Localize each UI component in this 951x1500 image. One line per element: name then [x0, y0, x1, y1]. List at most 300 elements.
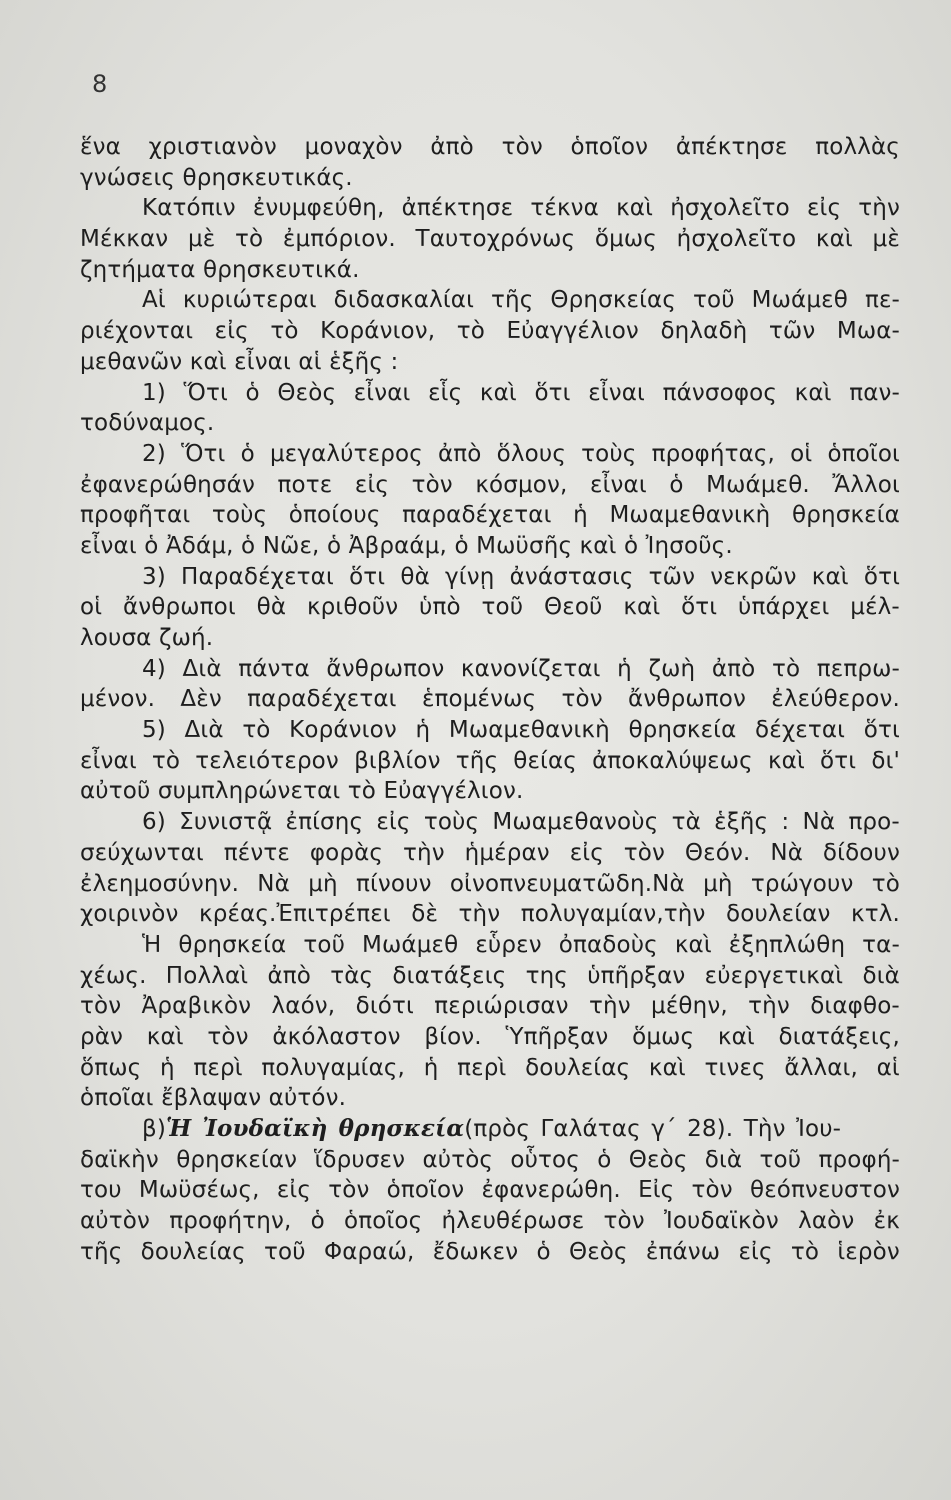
word: Νὰ — [770, 839, 804, 866]
word: Νὰ — [257, 870, 290, 897]
word: ὁ — [245, 379, 260, 406]
word: τέκνα — [530, 195, 599, 222]
word: ἡμέραν — [464, 839, 550, 866]
word: διὰ — [862, 962, 900, 989]
word: λαόν, — [271, 993, 336, 1020]
text-line: τοδύναμος. — [80, 410, 215, 437]
word: ἀπὸ — [267, 962, 311, 989]
word: μέλ- — [850, 594, 900, 621]
word: καὶ — [146, 1023, 184, 1050]
text-line — [80, 838, 900, 869]
word: ἀκόλαστον — [272, 1023, 401, 1050]
word: ὅμως — [594, 226, 657, 253]
word: Νὰ — [802, 809, 836, 836]
text-line — [80, 193, 900, 224]
word: παραδέχεται — [402, 502, 552, 529]
word: ὁποίους — [288, 502, 381, 529]
text-line — [80, 899, 900, 930]
text-line — [80, 1206, 900, 1237]
word: ὁ — [669, 471, 684, 498]
word: δουλείας — [525, 1054, 631, 1081]
word: θρησκεία — [178, 931, 287, 958]
word: ριέχονται — [80, 318, 194, 345]
word: δίδουν — [822, 839, 900, 866]
word: Ἡ — [142, 931, 162, 958]
word: θεόπνευστον — [749, 1177, 900, 1204]
word: αἱ — [876, 1054, 900, 1081]
word: εἶναι — [588, 379, 645, 406]
word: 6) — [142, 809, 166, 836]
word: ἀνάστασις — [509, 563, 634, 590]
word: τὰς — [330, 962, 374, 989]
word: Εὐαγγέλιον — [506, 318, 639, 345]
word: ρὰν — [80, 1023, 124, 1050]
word: της — [525, 962, 568, 989]
word: τινες — [704, 1054, 766, 1081]
word: μοναχὸν — [304, 134, 403, 160]
word: λαὸν — [798, 1208, 855, 1235]
word: ὅτι — [349, 563, 386, 590]
text-segment: (πρὸς Γαλάτας γ΄ 28). Τὴν Ἰου- — [464, 1116, 842, 1142]
text-line — [80, 654, 900, 685]
word: γίνῃ — [445, 563, 495, 590]
word: τα- — [862, 931, 900, 958]
word: τὸ — [151, 747, 181, 774]
word: τὴν — [858, 195, 900, 222]
word: νεκρῶν — [710, 563, 797, 590]
word: οἱ — [80, 594, 103, 621]
text-line — [80, 869, 900, 900]
word: τοῦ — [692, 287, 735, 314]
text-line — [80, 439, 900, 470]
text-line — [80, 378, 900, 409]
text-line — [80, 930, 900, 961]
word: θρησκεία — [628, 717, 737, 744]
word: χέως. — [80, 962, 147, 989]
page-number: 8 — [92, 70, 108, 98]
word: τὸν — [207, 1023, 249, 1050]
word: ἐνυμφεύθη, — [252, 195, 385, 222]
word: ἐφανερώθη. — [481, 1177, 621, 1204]
word: ἀπὸ — [437, 440, 482, 467]
word: ὁ — [536, 1238, 551, 1265]
text-line — [80, 470, 900, 501]
word: θὰ — [400, 563, 430, 590]
text-line: γνώσεις θρησκευτικάς. — [80, 164, 353, 191]
word: πάντα — [238, 655, 310, 682]
word: βιβλίον — [354, 747, 441, 774]
word: ἑξῆς — [714, 809, 769, 836]
word: καὶ — [811, 563, 849, 590]
word: ὁ — [240, 440, 255, 467]
word: παραδέχεται — [247, 686, 397, 713]
text-line — [80, 132, 900, 163]
word: ἀπὸ — [711, 655, 756, 682]
word: τοὺς — [423, 809, 480, 836]
word: καὶ — [717, 1023, 755, 1050]
word: ἕνα — [80, 134, 121, 160]
word: προφή- — [818, 1146, 900, 1173]
word: ἐπάνω — [645, 1238, 721, 1265]
word: πολυγαμίαν,τὴν — [520, 901, 706, 928]
word: δηλαδὴ — [660, 318, 748, 345]
word: ποτε — [277, 471, 333, 498]
word: δὲ — [411, 901, 439, 928]
word: καὶ — [479, 379, 517, 406]
word: ὀπαδοὺς — [558, 931, 658, 958]
word: πολλὰς — [815, 134, 900, 160]
word: περιώρισαν — [434, 993, 569, 1020]
word: ἐλεημοσύνην. — [80, 870, 240, 897]
word: ὁποῖοι — [827, 440, 900, 467]
word: Θεὸς — [277, 379, 337, 406]
word: θρησκείαν — [176, 1146, 298, 1173]
word: Ὑπῆρξαν — [505, 1023, 609, 1050]
text-line — [80, 285, 900, 316]
word: Ὅτι — [183, 379, 228, 406]
word: δι' — [871, 747, 900, 774]
word: διατάξεις — [392, 962, 507, 989]
word: τὸ — [242, 717, 271, 744]
word: διὰ — [704, 1146, 743, 1173]
word: πίνουν — [355, 870, 432, 897]
word: τὸ — [456, 318, 485, 345]
word: ἀπὸ — [430, 134, 474, 160]
word: τὸ — [871, 870, 900, 897]
word: πάνσοφος — [662, 379, 778, 406]
text-line — [80, 1053, 900, 1084]
word: ἡ — [617, 655, 632, 682]
word: τὴν — [458, 901, 501, 928]
word: ἐπίσης — [285, 809, 364, 836]
text-line: εἶναι ὁ Ἀδάμ, ὁ Νῶε, ὁ Ἀβραάμ, ὁ Μωϋσῆς καὶ ὁ Ἰησοῦς. — [80, 532, 733, 559]
word: ὑπῆρξαν — [587, 962, 686, 989]
word: κριθοῦν — [306, 594, 399, 621]
word: ἡ — [573, 502, 588, 529]
text-line — [80, 1114, 900, 1145]
word: τελειότερον — [195, 747, 339, 774]
word: 4) — [142, 655, 166, 682]
word: δαϊκὴν — [80, 1146, 159, 1173]
word: μὲ — [187, 226, 216, 253]
text-line — [80, 592, 900, 623]
word: ἐλεύθερον. — [771, 686, 900, 713]
word: Συνιστᾷ — [179, 809, 273, 836]
word: πέντε — [223, 839, 290, 866]
word: ἡ — [415, 717, 431, 744]
word: βίον. — [424, 1023, 482, 1050]
word: πολυγαμίας, — [261, 1054, 405, 1081]
word: Κοράνιον, — [320, 318, 436, 345]
word: ὅμως — [632, 1023, 695, 1050]
text-line — [80, 224, 900, 255]
word: εἰς — [214, 318, 249, 345]
body-text — [80, 132, 900, 1267]
word: σεύχωνται — [80, 839, 204, 866]
word: ἡ — [159, 1054, 175, 1081]
text-line — [80, 961, 900, 992]
word: Δὲν — [180, 686, 222, 713]
word: ἐξηπλώθη — [728, 931, 846, 958]
word: θρησκεία — [792, 502, 900, 529]
word: ὁ — [597, 1146, 612, 1173]
text-segment: β) — [142, 1116, 166, 1142]
word: ἱερὸν — [837, 1238, 900, 1265]
word: τῆς — [491, 287, 534, 314]
word: τὸ — [771, 655, 801, 682]
word: ἄνθρωπον — [326, 655, 445, 682]
word: Εἰς — [638, 1177, 675, 1204]
word: ἵδρυσεν — [314, 1146, 406, 1173]
text-line — [80, 1145, 900, 1176]
word: τὴν — [403, 839, 445, 866]
word: πε- — [864, 287, 900, 314]
word: Θεοῦ — [544, 594, 603, 621]
word: Διὰ — [182, 655, 222, 682]
word: διατάξεις, — [778, 1023, 900, 1050]
word: τὸν — [623, 839, 665, 866]
word: προφήτην, — [169, 1208, 292, 1235]
word: ὑπάρχει — [738, 594, 830, 621]
word: ἐκ — [873, 1208, 900, 1235]
word: κυριώτεραι — [182, 287, 317, 314]
word: ὑπὸ — [419, 594, 461, 621]
word: Μωϋσέως, — [138, 1177, 260, 1204]
word: οὗτος — [510, 1146, 580, 1173]
word: μεγαλύτερος — [269, 440, 423, 467]
word: διότι — [355, 993, 414, 1020]
text-line: μεθανῶν καὶ εἶναι αἱ ἑξῆς : — [80, 348, 399, 375]
word: τὸν — [328, 1177, 370, 1204]
word: καὶ — [815, 226, 853, 253]
word: τοῦ — [481, 594, 524, 621]
word: Μωαμεθανοὺς — [492, 809, 659, 836]
word: ἄνθρωπον — [628, 686, 746, 713]
word: προφήτας, — [651, 440, 776, 467]
word: δουλείαν — [726, 901, 831, 928]
word: ἀπέκτησε — [675, 134, 788, 160]
word: εἶναι — [590, 471, 647, 498]
word: καὶ — [794, 379, 832, 406]
word: ἡ — [423, 1054, 439, 1081]
word: τρώγουν — [750, 870, 854, 897]
word: τὸν — [80, 993, 122, 1020]
word: Ἄλλοι — [832, 471, 900, 498]
text-line: ὁποῖαι ἔβλαψαν αὐτόν. — [80, 1085, 347, 1112]
text-line — [80, 715, 900, 746]
word: αὐτὸς — [422, 1146, 494, 1173]
word: τὴν — [588, 993, 631, 1020]
word: τῶν — [768, 318, 816, 345]
word: κόσμον, — [475, 471, 568, 498]
word: κτλ. — [851, 901, 900, 928]
word: εἶναι — [353, 379, 411, 406]
word: καὶ — [648, 1054, 686, 1081]
word: του — [80, 1177, 122, 1204]
word: θὰ — [256, 594, 287, 621]
word: ἠσχολεῖτο — [676, 226, 797, 253]
word: ἔδωκεν — [432, 1238, 519, 1265]
word: διδασκαλίαι — [333, 287, 475, 314]
word: τὸν — [561, 686, 603, 713]
word: Ὅτι — [181, 440, 226, 467]
text-line: αὐτοῦ συμπληρώνεται τὸ Εὐαγγέλιον. — [80, 778, 524, 805]
word: πεπρω- — [816, 655, 900, 682]
word: εὐεργετικαὶ — [704, 962, 844, 989]
word: ὅπως — [80, 1054, 142, 1081]
word: αὐτὸν — [80, 1208, 150, 1235]
word: εἰς — [806, 195, 842, 222]
word: ὁ — [310, 1208, 325, 1235]
word: δέχεται — [755, 717, 846, 744]
text-line — [80, 1175, 900, 1206]
word: ζωὴ — [648, 655, 696, 682]
text-line — [80, 807, 900, 838]
word: προφῆται — [80, 502, 191, 529]
word: περὶ — [193, 1054, 243, 1081]
word: Μωάμεθ. — [706, 471, 810, 498]
text-line — [80, 1022, 900, 1053]
word: καὶ — [767, 747, 805, 774]
word: μένον. — [80, 686, 156, 713]
word: τοῦ — [303, 931, 346, 958]
word: Κατόπιν — [142, 195, 236, 222]
text-line — [80, 316, 900, 347]
word: ὅτι — [820, 747, 857, 774]
word: ἐφανερώθησάν — [80, 471, 255, 498]
word: εἰς — [738, 1238, 773, 1265]
word: διαφθο- — [810, 993, 900, 1020]
word: τὸ — [270, 318, 299, 345]
word: τὴν — [748, 993, 790, 1020]
word: τοῦ — [264, 1238, 306, 1265]
word: τὸ — [790, 1238, 820, 1265]
text-line — [80, 746, 900, 777]
word: ὅτι — [534, 379, 571, 406]
word: 5) — [142, 717, 166, 744]
word: καὶ — [674, 931, 712, 958]
word: Κοράνιον — [289, 717, 397, 744]
word: οἱ — [790, 440, 813, 467]
word: εἶναι — [80, 747, 137, 774]
text-line — [80, 500, 900, 531]
word: ὅτι — [863, 717, 900, 744]
word: Πολλαὶ — [165, 962, 249, 989]
text-line — [80, 1237, 900, 1268]
word: χοιρινὸν — [80, 901, 179, 928]
text-line: ζητήματα θρησκευτικά. — [80, 256, 360, 283]
word: Διὰ — [184, 717, 224, 744]
text-line — [80, 562, 900, 593]
word: τὸν — [411, 471, 453, 498]
word: εἷς — [428, 379, 463, 406]
word: ἑπομένως — [421, 686, 537, 713]
word: ἠλευθέρωσε — [441, 1208, 585, 1235]
word: 2) — [142, 440, 166, 467]
word: ἀπέκτησε — [401, 195, 514, 222]
word: ὅτι — [863, 563, 900, 590]
word: τοὺς — [581, 440, 637, 467]
word: μὴ — [703, 870, 733, 897]
word: εἰς — [376, 809, 411, 836]
word: ἄνθρωποι — [122, 594, 236, 621]
word: οἰνοπνευματῶδη.Νὰ — [449, 870, 685, 897]
word: Μέκκαν — [80, 226, 169, 253]
word: εἰς — [276, 1177, 311, 1204]
word: μὴ — [308, 870, 338, 897]
word: Μωα- — [836, 318, 900, 345]
text-line — [80, 684, 900, 715]
word: καὶ — [623, 594, 661, 621]
word: χριστιανὸν — [148, 134, 277, 160]
word: Μωαμεθανικὴ — [448, 717, 610, 744]
word: τὰ — [671, 809, 701, 836]
word: ὅλους — [496, 440, 566, 467]
word: ἠσχολεῖτο — [670, 195, 790, 222]
section-title: Ἡ Ἰουδαϊκὴ θρησκεία — [165, 1115, 465, 1142]
word: τὸ — [235, 226, 264, 253]
word: τοὺς — [211, 502, 268, 529]
word: ἀποκαλύψεως — [592, 747, 753, 774]
word: ὁποῖον — [386, 1177, 465, 1204]
word: τοῦ — [759, 1146, 802, 1173]
word: Μωάμεθ — [362, 931, 459, 958]
word: τῆς — [80, 1238, 123, 1265]
word: ὁποῖον — [570, 134, 649, 160]
word: τὸν — [603, 1208, 645, 1235]
word: τῆς — [455, 747, 499, 774]
word: μέθην, — [651, 993, 728, 1020]
word: προ- — [848, 809, 900, 836]
word: Μωάμεθ — [751, 287, 848, 314]
word: περὶ — [457, 1054, 507, 1081]
word: κρέας.Ἐπιτρέπει — [199, 901, 391, 928]
word: Θεὸς — [568, 1238, 628, 1265]
word: Ταυτοχρόνως — [415, 226, 576, 253]
word: : — [781, 809, 790, 836]
word: Θεὸς — [628, 1146, 688, 1173]
word: τῶν — [648, 563, 696, 590]
word: εἰς — [569, 839, 604, 866]
word: παν- — [849, 379, 900, 406]
word: Ἰουδαϊκὸν — [663, 1208, 779, 1235]
word: δουλείας — [140, 1238, 246, 1265]
word: τὸν — [691, 1177, 733, 1204]
word: φορὰς — [309, 839, 384, 866]
word: ὁποῖος — [344, 1208, 423, 1235]
word: μὲ — [872, 226, 900, 253]
word: Φαραώ, — [323, 1238, 415, 1265]
word: Θεόν. — [684, 839, 751, 866]
word: ἐμπόριον. — [282, 226, 396, 253]
word: Αἱ — [142, 287, 166, 314]
word: 3) — [142, 563, 166, 590]
word: θείας — [513, 747, 577, 774]
word: 1) — [142, 379, 166, 406]
word: καὶ — [616, 195, 654, 222]
word: Ἀραβικὸν — [141, 993, 252, 1020]
word: Θρησκείας — [550, 287, 676, 314]
word: εἰς — [354, 471, 390, 498]
text-line: λουσα ζωή. — [80, 625, 214, 651]
word: ἄλλαι, — [784, 1054, 858, 1081]
word: Παραδέχεται — [181, 563, 334, 590]
word: Μωαμεθανικὴ — [609, 502, 771, 529]
text-line — [80, 991, 900, 1022]
word: εὗρεν — [475, 931, 542, 958]
word: τὸν — [501, 134, 543, 160]
word: κανονίζεται — [460, 655, 601, 682]
